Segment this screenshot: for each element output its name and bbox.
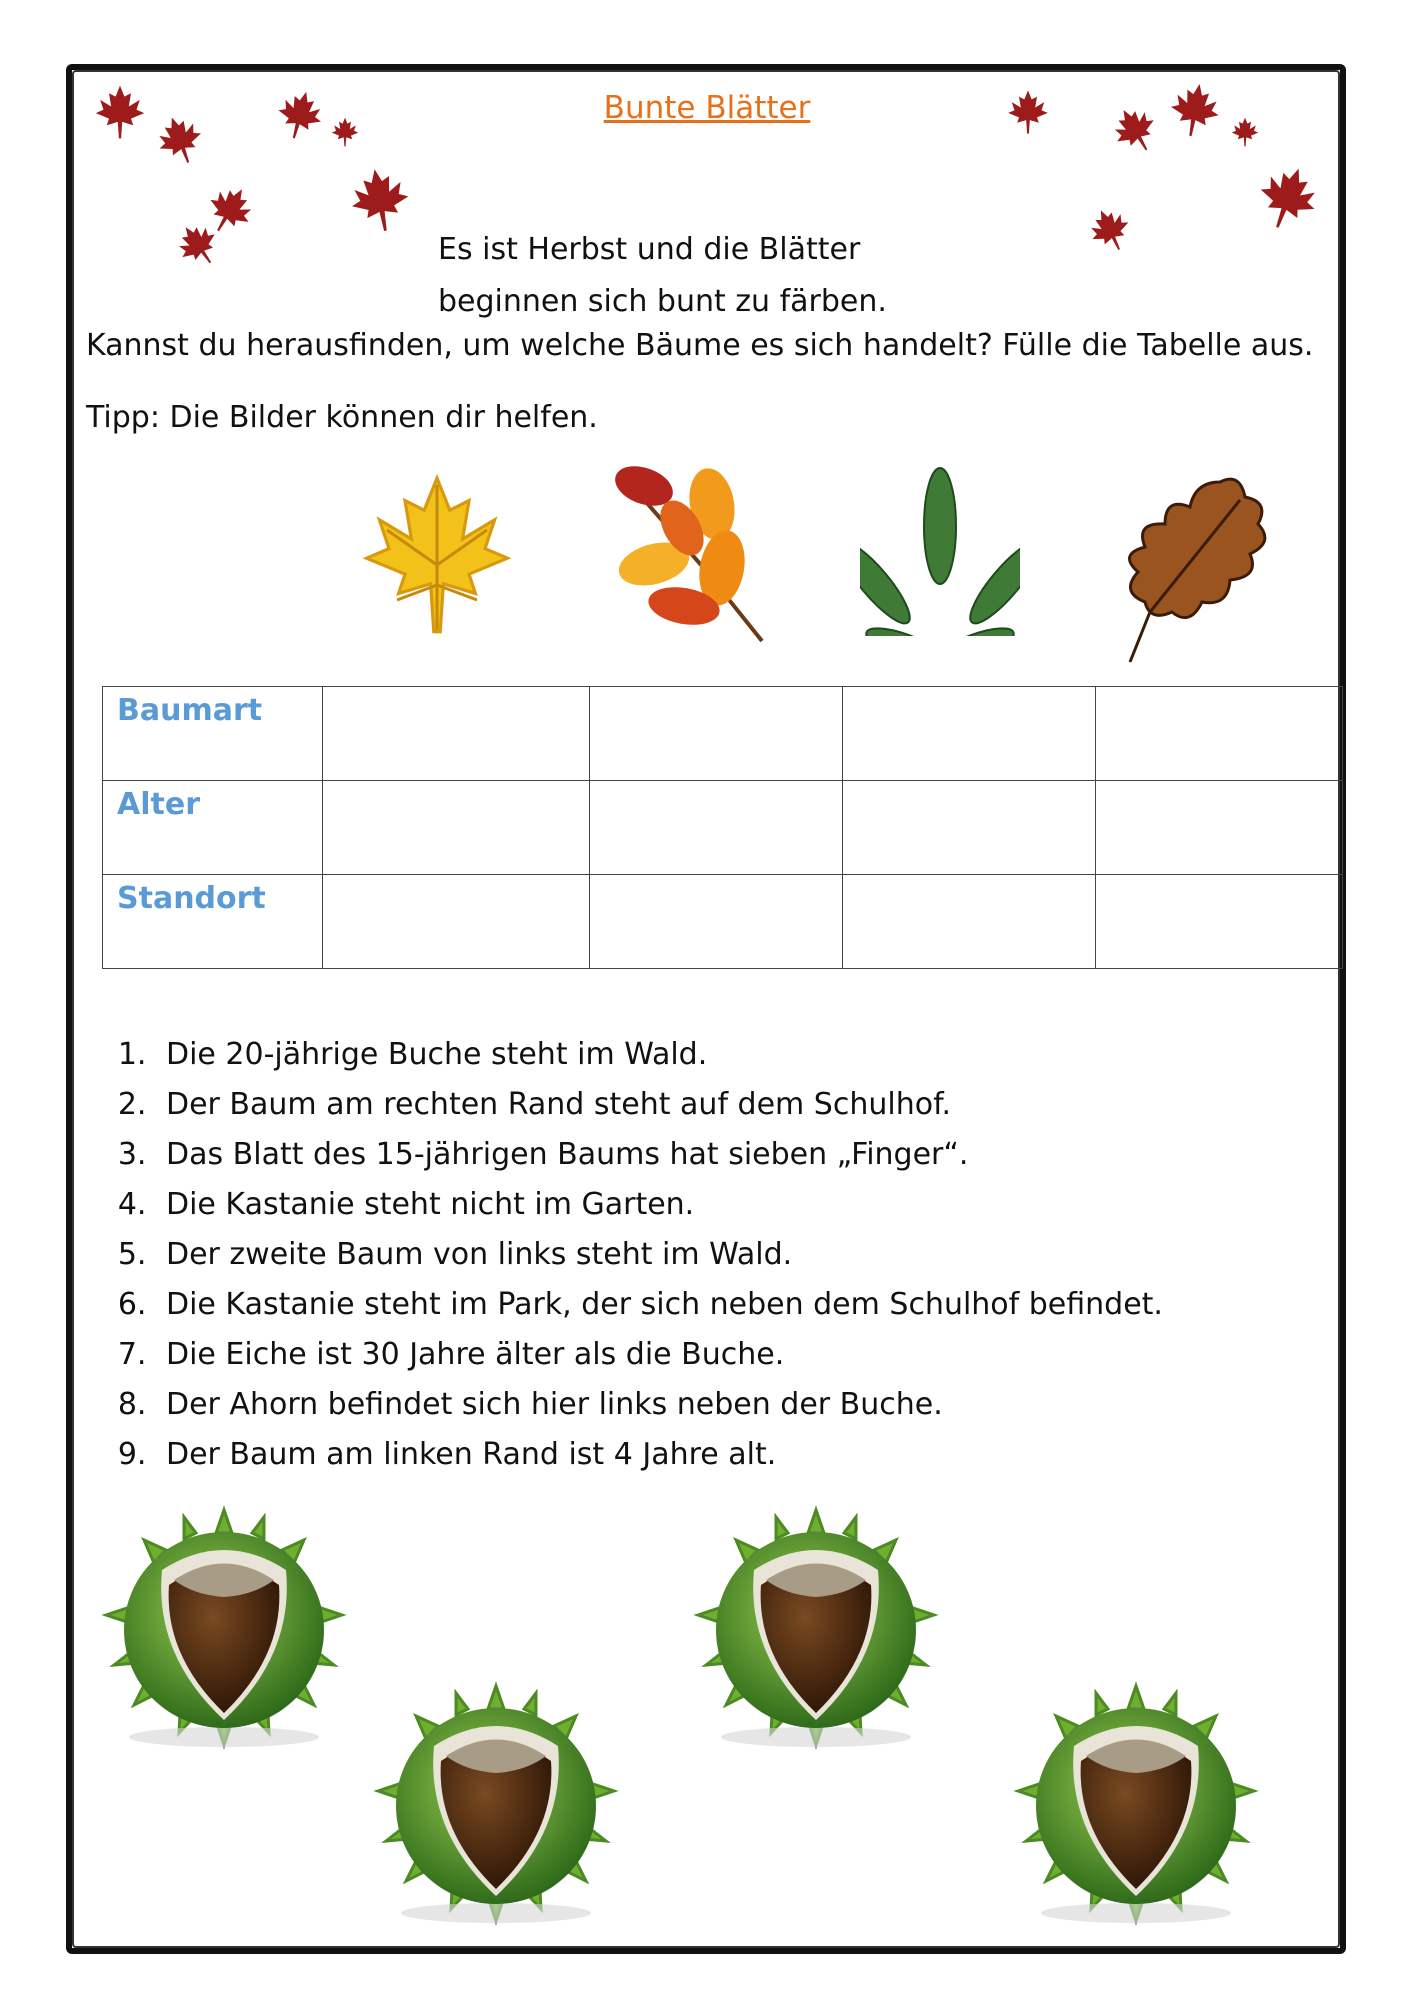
task-question: Kannst du herausfinden, um welche Bäume es sich handelt? Fülle die Tabelle aus. [86,328,1314,363]
list-item: 8. Der Ahorn befindet sich hier links neben der Buche. [156,1380,1163,1430]
chestnut-icon [686,1500,946,1750]
answer-cell[interactable] [843,781,1096,875]
clue-list [110,1030,1163,1480]
answer-cell[interactable] [323,687,590,781]
answer-cell[interactable] [590,875,843,969]
answer-cell[interactable] [1096,781,1343,875]
chestnut-icon [366,1676,626,1926]
chestnut-leaf-green-icon [860,466,1020,636]
chestnut-icon [94,1500,354,1750]
row-label-alter: Alter [103,781,323,875]
answer-cell[interactable] [1096,875,1343,969]
tip-text: Tipp: Die Bilder können dir helfen. [86,400,598,435]
list-item: 1. Die 20-jährige Buche steht im Wald. [156,1030,1163,1080]
answer-cell[interactable] [843,875,1096,969]
answer-cell[interactable] [323,875,590,969]
answer-table [102,686,1343,969]
table-row-baumart [103,687,1343,781]
answer-cell[interactable] [843,687,1096,781]
list-item: 9. Der Baum am linken Rand ist 4 Jahre alt. [156,1430,1163,1480]
list-item: 5. Der zweite Baum von links steht im Wald. [156,1230,1163,1280]
intro-line-1: Es ist Herbst und die Blätter [438,232,861,267]
list-item: 2. Der Baum am rechten Rand steht auf dem Schulhof. [156,1080,1163,1130]
answer-cell[interactable] [1096,687,1343,781]
list-item: 6. Die Kastanie steht im Park, der sich neben dem Schulhof befindet. [156,1280,1163,1330]
beech-twig-autumn-icon [612,456,772,646]
row-label-baumart: Baumart [103,687,323,781]
intro-line-2: beginnen sich bunt zu färben. [438,284,887,319]
answer-cell[interactable] [590,781,843,875]
answer-cell[interactable] [590,687,843,781]
list-item: 3. Das Blatt des 15-jährigen Baums hat sieben „Finger“. [156,1130,1163,1180]
list-item: 7. Die Eiche ist 30 Jahre älter als die Buche. [156,1330,1163,1380]
table-row-standort [103,875,1343,969]
oak-leaf-brown-icon [1110,462,1280,672]
answer-cell[interactable] [323,781,590,875]
row-label-standort: Standort [103,875,323,969]
table-row-alter [103,781,1343,875]
list-item: 4. Die Kastanie steht nicht im Garten. [156,1180,1163,1230]
maple-leaf-yellow-icon [352,470,522,640]
worksheet-title: Bunte Blätter [603,90,811,126]
chestnut-icon [1006,1676,1266,1926]
